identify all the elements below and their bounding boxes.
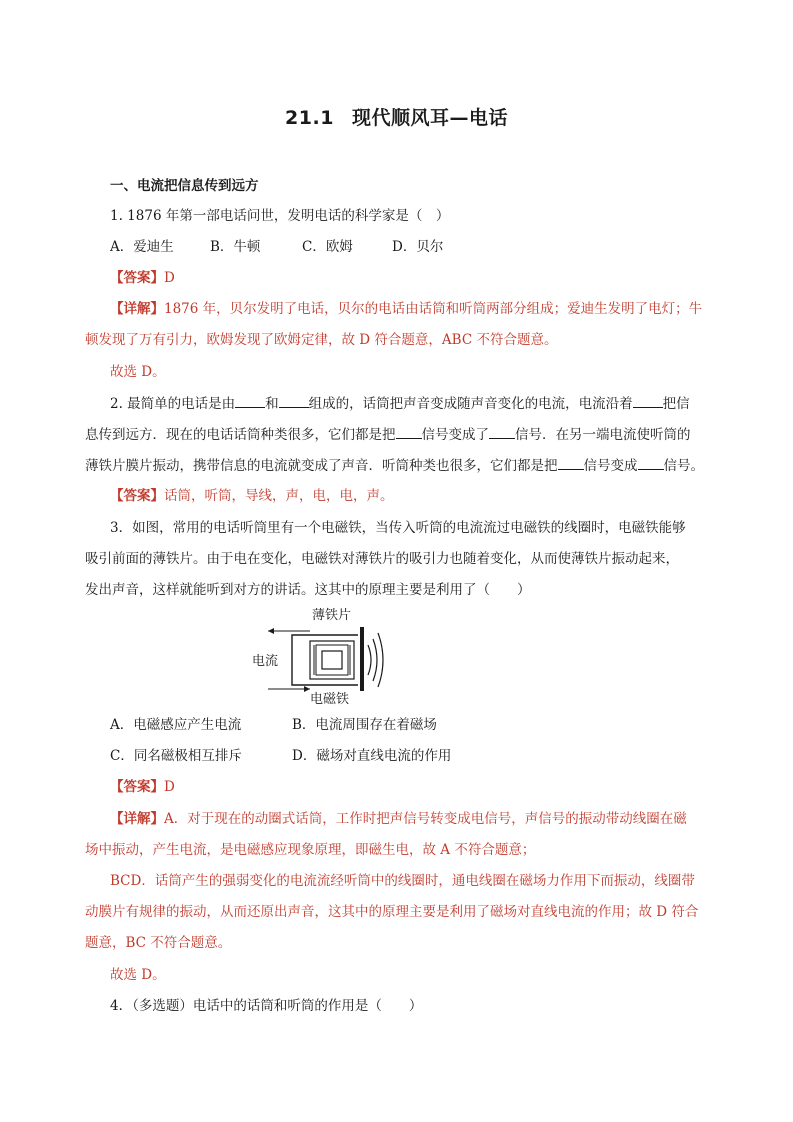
title-text: 现代顺风耳—电话 (351, 107, 508, 129)
q1-option-c: C．欧姆 (302, 239, 353, 255)
q3-option-c: C．同名磁极相互排斥 (110, 748, 242, 764)
q2-text: 2. 最简单的电话是由 (110, 396, 236, 412)
q3-option-d: D．磁场对直线电流的作用 (292, 748, 452, 764)
answer-blank (279, 393, 309, 408)
question-3-line-2: 吸引前面的薄铁片。由于电在变化，电磁铁对薄铁片的吸引力也随着变化，从而使薄铁片振动起来， (85, 551, 679, 567)
q2-text: 组成的，话筒把声音变成随声音变化的电流，电流沿着 (308, 396, 633, 412)
question-3-line-1: 3．如图，常用的电话听筒里有一个电磁铁，当传入听筒的电流流过电磁铁的线圈时，电磁铁能够 (110, 520, 686, 536)
q2-text: 和 (265, 396, 279, 412)
q1-conclusion: 故选 D。 (110, 364, 166, 380)
detail-text: 1876 年，贝尔发明了电话，贝尔的电话由话筒和听筒两部分组成；爱迪生发明了电灯；牛 (164, 301, 703, 317)
label-current: 电流 (252, 654, 279, 669)
page-title (0, 103, 793, 130)
answer-tag: 【答案】 (110, 270, 164, 286)
telephone-receiver-diagram (250, 605, 400, 705)
q2-text: 信号．在另一端电流使听筒的 (515, 427, 691, 443)
question-1-options (110, 237, 714, 257)
q3-option-b: B．电流周围存在着磁场 (292, 717, 437, 733)
question-2-line-3 (85, 455, 715, 476)
q2-text: 息传到远方．现在的电话话筒种类很多，它们都是把 (85, 427, 396, 443)
q1-option-a: A．爱迪生 (110, 239, 174, 255)
q2-text: 把信 (662, 396, 690, 412)
question-3-options-row-2 (110, 746, 714, 766)
q3-detail-line-2: 场中振动，产生电流，是电磁感应现象原理，即磁生电，故 A 不符合题意； (85, 842, 536, 858)
answer-blank (638, 455, 664, 470)
label-iron-plate: 薄铁片 (312, 608, 352, 623)
q3-detail-line-5: 题意，BC 不符合题意。 (85, 935, 232, 951)
q3-conclusion: 故选 D。 (110, 967, 166, 983)
q1-detail-line-2: 顿发现了万有引力，欧姆发现了欧姆定律，故 D 符合题意，ABC 不符合题意。 (85, 332, 558, 348)
q3-answer (110, 777, 714, 797)
iron-plate (360, 627, 364, 691)
question-2-line-2 (85, 424, 715, 445)
q1-answer (110, 268, 714, 288)
question-3-options-row-1 (110, 715, 714, 735)
sound-wave-icon (373, 639, 377, 681)
answer-blank (489, 424, 515, 439)
q1-option-b: B．牛顿 (210, 239, 261, 255)
question-4-stem: 4．（多选题）电话中的话筒和听筒的作用是（ ） (110, 998, 423, 1014)
question-2-line-1 (110, 393, 714, 414)
q1-detail-line-1 (110, 299, 714, 319)
section-heading: 一、电流把信息传到远方 (110, 178, 259, 194)
q3-detail-line-1 (110, 809, 714, 829)
q3-detail-line-4: 动膜片有规律的振动，从而还原出声音，这其中的原理主要是利用了磁场对直线电流的作用；故 D 符合 (85, 904, 699, 920)
arrow-head-icon (268, 628, 274, 634)
answer-tag: 【答案】 (110, 488, 164, 504)
q3-option-a: A．电磁感应产生电流 (110, 717, 242, 733)
q1-option-d: D．贝尔 (392, 239, 444, 255)
answer-blank (235, 393, 265, 408)
iron-core (322, 651, 342, 669)
sound-wave-icon (378, 633, 383, 687)
q2-text: 信号变成了 (421, 427, 489, 443)
answer-value: D (164, 270, 175, 286)
title-number: 21.1 (285, 107, 334, 129)
answer-blank (633, 393, 663, 408)
detail-text: A．对于现在的动圈式话筒，工作时把声信号转变成电信号，声信号的振动带动线圈在磁 (164, 811, 687, 827)
label-electromagnet: 电磁铁 (310, 692, 350, 705)
q2-text: 信号变成 (583, 458, 638, 474)
q2-text: 薄铁片膜片振动，携带信息的电流就变成了声音．听筒种类也很多，它们都是把 (85, 458, 558, 474)
question-1-stem: 1. 1876 年第一部电话问世，发明电话的科学家是（ ） (110, 208, 450, 224)
detail-tag: 【详解】 (110, 301, 164, 317)
q3-detail-line-3: BCD．话筒产生的强弱变化的电流流经听筒中的线圈时，通电线圈在磁场力作用下而振动，线圈带 (110, 873, 695, 889)
detail-tag: 【详解】 (110, 811, 164, 827)
answer-value: D (164, 779, 175, 795)
answer-blank (558, 455, 584, 470)
answer-tag: 【答案】 (110, 779, 164, 795)
question-3-line-3: 发出声音，这样就能听到对方的讲话。这其中的原理主要是利用了（ ） (85, 582, 531, 598)
answer-blank (396, 424, 422, 439)
sound-wave-icon (368, 645, 371, 675)
answer-value: 话筒，听筒，导线，声，电，电，声。 (164, 488, 394, 504)
q2-answer (110, 486, 714, 506)
q2-text: 信号。 (663, 458, 704, 474)
